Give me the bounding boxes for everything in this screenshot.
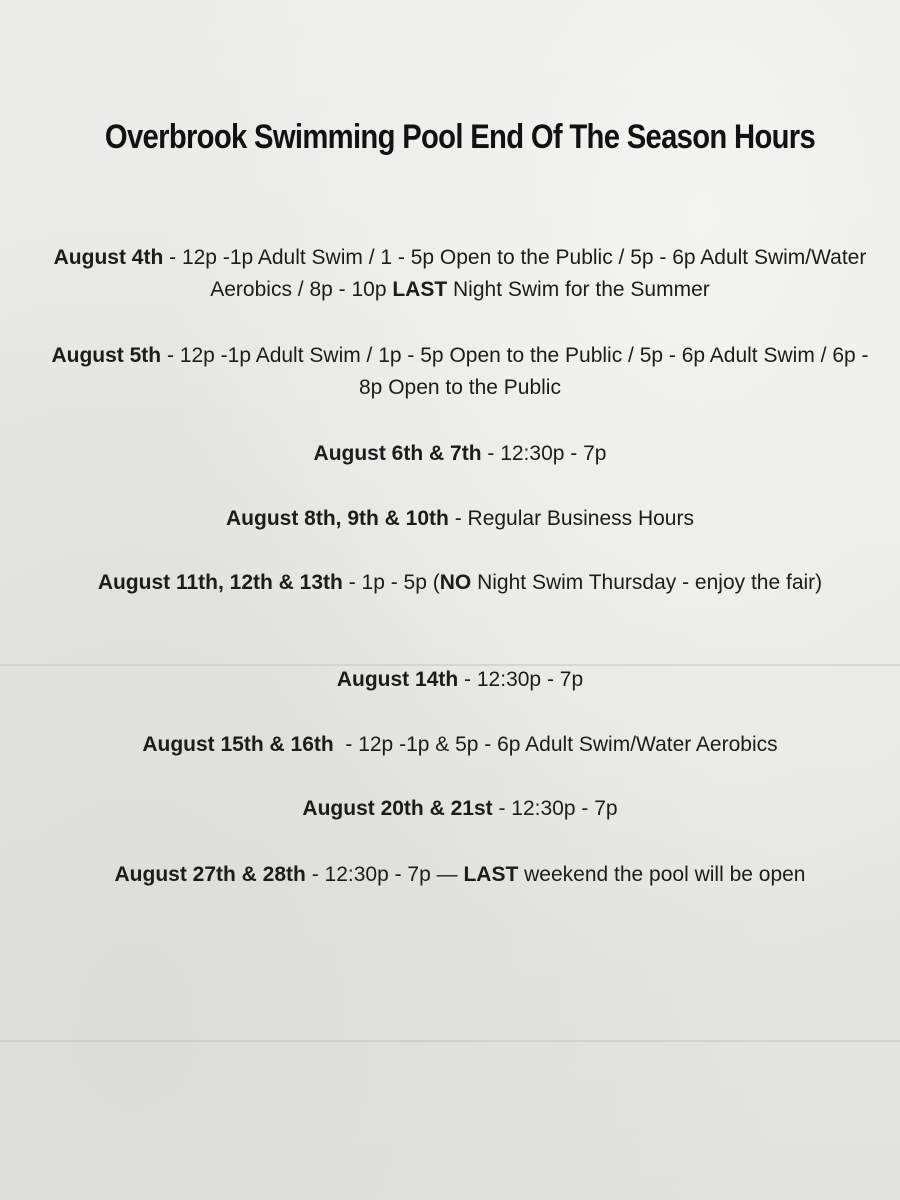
entry-emphasis: LAST	[392, 278, 448, 301]
entry-separator: -	[333, 733, 359, 756]
schedule-entry	[40, 729, 880, 761]
entry-hours: 12:30p - 7p —	[324, 863, 464, 886]
entry-hours: 12:30p - 7p	[476, 668, 584, 691]
entry-separator: -	[163, 246, 182, 269]
entry-separator: -	[305, 863, 325, 886]
entry-date: August 20th & 21st	[302, 797, 493, 820]
entry-hours: 12p -1p Adult Swim / 1p - 5p Open to the Public / 5p - 6p Adult Swim / 6p - 8p Open to the Public	[179, 344, 869, 399]
entry-hours: 12p -1p & 5p - 6p Adult Swim/Water Aerobics	[358, 733, 778, 756]
schedule-entry	[40, 859, 880, 891]
entry-hours: Regular Business Hours	[467, 507, 694, 530]
entry-hours-tail: weekend the pool will be open	[518, 863, 806, 886]
entry-separator: -	[481, 442, 501, 465]
entry-hours-tail: Night Swim for the Summer	[447, 278, 710, 301]
schedule-entry	[40, 567, 880, 599]
entry-hours: 12:30p - 7p	[511, 797, 618, 820]
entry-separator: -	[458, 668, 477, 691]
entry-emphasis: LAST	[463, 863, 519, 886]
entry-hours: 12:30p - 7p	[500, 442, 607, 465]
entry-date: August 5th	[51, 344, 162, 367]
entry-emphasis: NO	[439, 571, 472, 594]
entry-date: August 8th, 9th & 10th	[226, 507, 449, 530]
entry-separator: -	[448, 507, 468, 530]
entry-date: August 15th & 16th	[142, 733, 334, 756]
schedule-entry	[40, 438, 880, 470]
schedule-entry	[40, 340, 880, 404]
entry-hours: 1p - 5p (	[361, 571, 440, 594]
entry-date: August 11th, 12th & 13th	[97, 571, 343, 594]
entry-date: August 27th & 28th	[114, 863, 306, 886]
paper-fold-line	[0, 1040, 900, 1042]
entry-date: August 4th	[53, 246, 164, 269]
entry-separator: -	[492, 797, 512, 820]
schedule-entry	[40, 242, 880, 306]
entry-hours: 12p -1p Adult Swim / 1 - 5p Open to the Public / 5p - 6p Adult Swim/Water Aerobics / 8p - 10p	[181, 246, 867, 301]
entry-separator: -	[342, 571, 362, 594]
entry-hours-tail: Night Swim Thursday - enjoy the fair)	[471, 571, 823, 594]
entry-separator: -	[161, 344, 180, 367]
entry-date: August 14th	[336, 668, 459, 691]
schedule-entry	[40, 793, 880, 825]
page-title: Overbrook Swimming Pool End Of The Season Hours	[104, 118, 816, 156]
entry-date: August 6th & 7th	[313, 442, 482, 465]
schedule-entry	[40, 664, 880, 696]
schedule-entry	[40, 503, 880, 535]
